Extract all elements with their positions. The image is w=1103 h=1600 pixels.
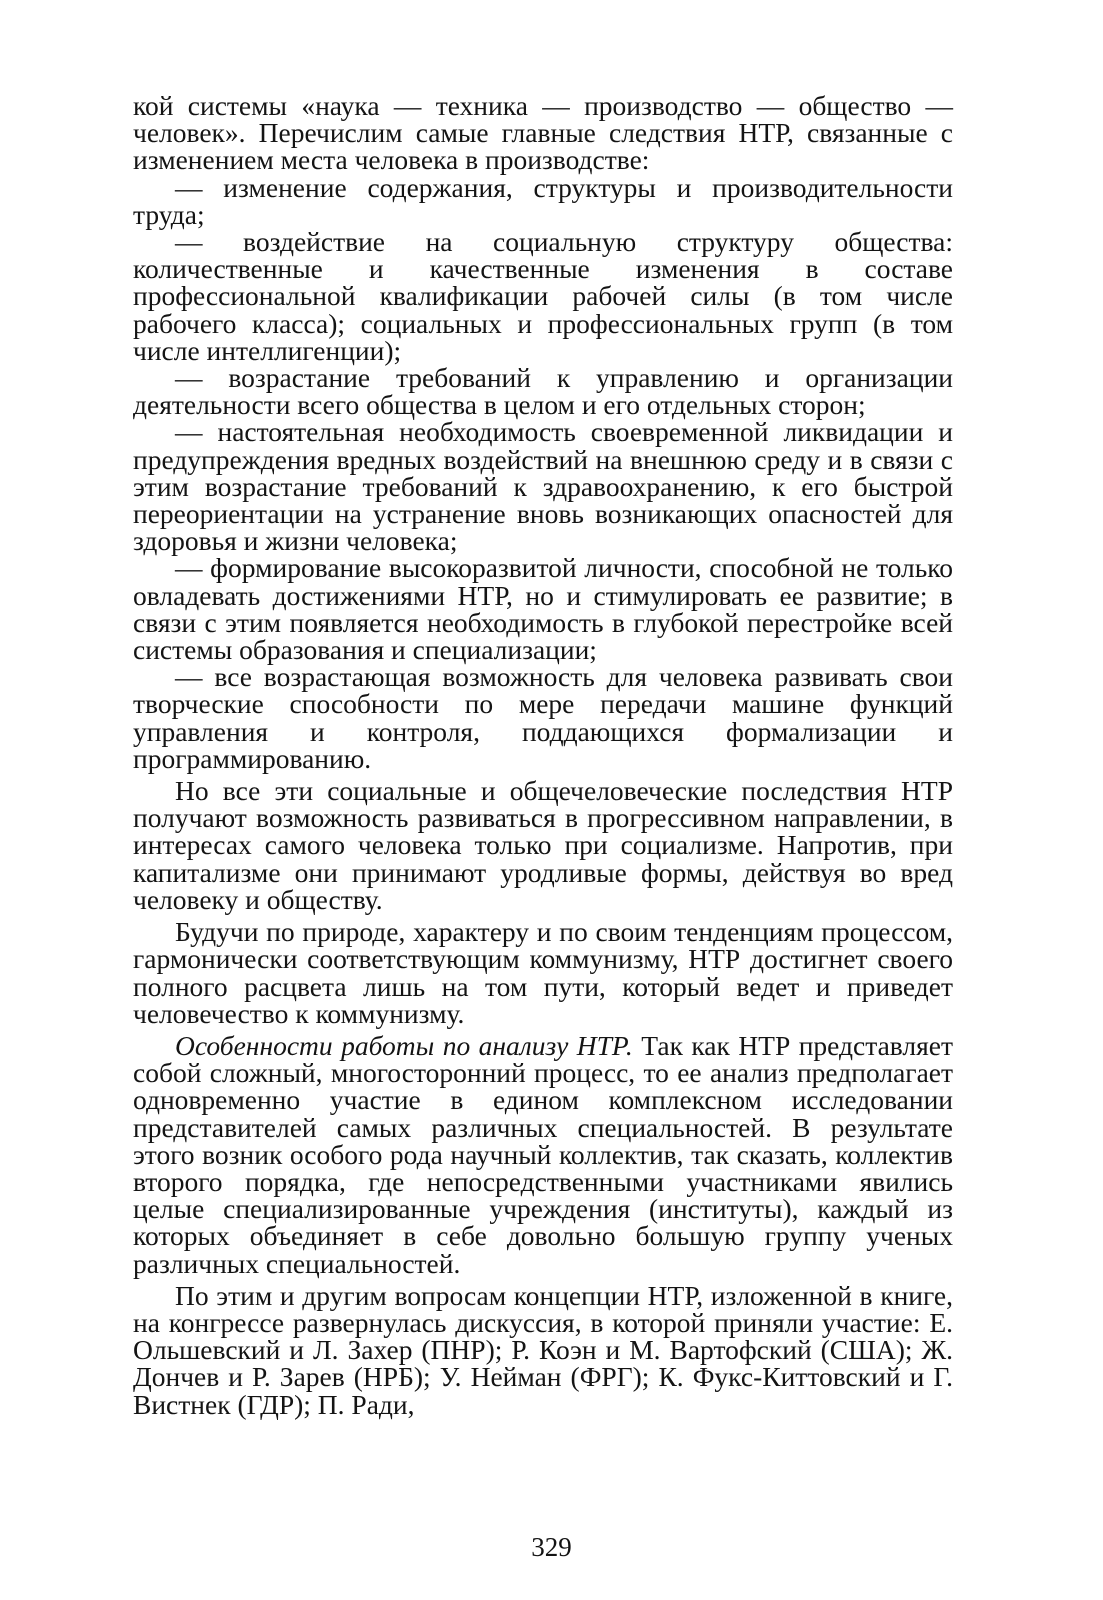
paragraph-analysis xyxy=(133,1029,953,1279)
paragraph-analysis-body: Так как НТР представляет собой сложный, многосторонний процесс, то ее анализ предполагает одновременно участие в едином комплексном исследовании представителей самых различных специальностей. В результате этого возник особого рода научный коллектив, так сказать, коллектив второго порядка, где непосредственными участниками явились целые специализированные учреждения (институты), каждый из которых объединяет в себе довольно большую группу ученых различных специальностей. xyxy=(133,1029,953,1279)
list-item-creativity: — все возрастающая возможность для человека развивать свои творческие способности по мере передачи машине функций управления и контроля, поддающихся формализации и программированию. xyxy=(133,661,953,774)
paragraph-continuation: кой системы «наука — техника — производство — общество — человек». Перечислим самые главные следствия НТР, связанные с изменением места человека в производстве: xyxy=(133,90,953,176)
paragraph-socialism: Но все эти социальные и общечеловеческие последствия НТР получают возможность развиваться в прогрессивном направлении, в интересах самого человека только при социализме. Напротив, при капитализме они принимают уродливые формы, действуя во вред человеку и обществу. xyxy=(133,775,953,915)
page-text-block xyxy=(133,92,953,1418)
list-item-environment: — настоятельная необходимость своевременной ликвидации и предупреждения вредных воздействий на внешнюю среду и в связи с этим возрастание требований к здравоохранению, к его быстрой переориентации на устранение вновь возникающих опасностей для здоровья и жизни человека; xyxy=(133,416,953,557)
paragraph-communism: Будучи по природе, характеру и по своим тенденциям процессом, гармонически соответствующим коммунизму, НТР достигнет своего полного расцвета лишь на том пути, который ведет и приведет человечество к коммунизму. xyxy=(133,916,953,1029)
paragraph-discussion: По этим и другим вопросам концепции НТР, изложенной в книге, на конгрессе развернулась дискуссия, в которой приняли участие: Е. Ольшевский и Л. Захер (ПНР); Р. Коэн и М. Вартофский (США); Ж. Дончев и Р. Зарев (НРБ); У. Нейман (ФРГ); К. Фукс-Киттовский и Г. Вистнек (ГДР); П. Ради, xyxy=(133,1279,953,1420)
paragraph-analysis-heading: Особенности работы по анализу НТР. xyxy=(175,1029,633,1061)
page-number: 329 xyxy=(531,1532,572,1562)
list-item-labor: — изменение содержания, структуры и производительности труда; xyxy=(133,171,953,230)
list-item-management: — возрастание требований к управлению и организации деятельности всего общества в целом и его отдельных сторон; xyxy=(133,362,953,421)
list-item-social-structure: — воздействие на социальную структуру общества: количественные и качественные изменения в составе профессиональной квалификации рабочей силы (в том числе рабочего класса); социальных и профессиональных групп (в том числе интеллигенции); xyxy=(133,226,953,366)
list-item-personality: — формирование высокоразвитой личности, способной не только овладевать достижениями НТР, но и стимулировать ее развитие; в связи с этим появляется необходимость в глубокой перестройке всей системы образования и специализации; xyxy=(133,552,953,666)
